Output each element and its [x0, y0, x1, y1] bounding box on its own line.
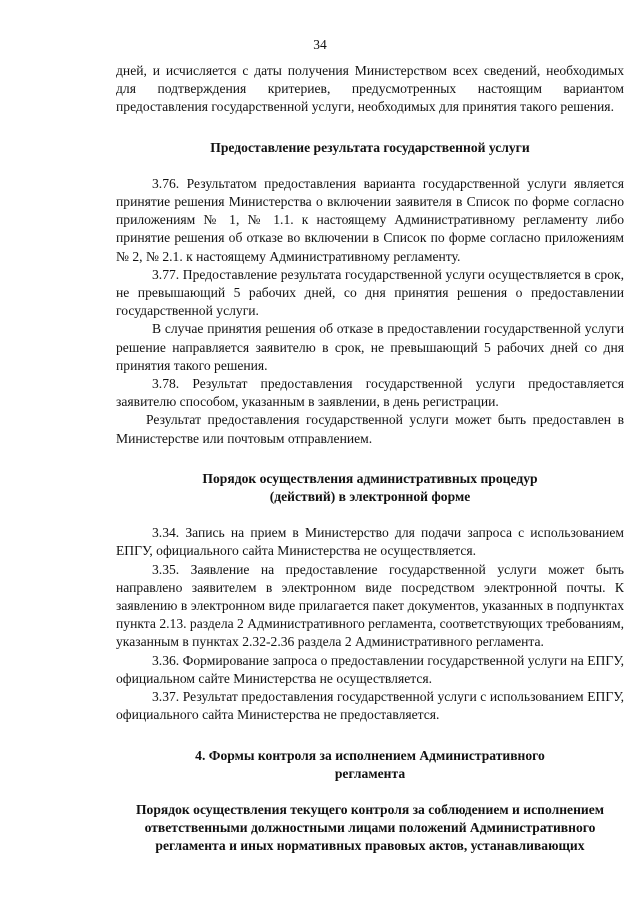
document-body: [116, 62, 624, 856]
paragraph-3-35: 3.35. Заявление на предоставление государственной услуги может быть направлено заявителем в электронном виде посредством электронной почты. К заявлению в электронном виде прилагается пакет документов, указанных в подпунктах пункта 2.13. раздела 2 Административного регламента, соответствующих требованиям, указанным в пунктах 2.32-2.36 раздела 2 Административного регламента.: [116, 561, 624, 650]
section-heading-current-control: Порядок осуществления текущего контроля за соблюдением и исполнением ответственными должностными лицами положений Административного регламента и иных нормативных правовых актов, устанавливающих: [135, 801, 605, 854]
paragraph-3-36: 3.36. Формирование запроса о предоставлении государственной услуги на ЕПГУ, официальном сайте Министерства не осуществляется.: [116, 652, 624, 686]
paragraph-3-37: 3.37. Результат предоставления государственной услуги с использованием ЕПГУ, официального сайта Министерства не предоставляется.: [116, 689, 624, 723]
section-heading-result: Предоставление результата государственной услуги: [210, 139, 530, 155]
section-heading-control-forms: 4. Формы контроля за исполнением Административного регламента: [195, 747, 545, 781]
section-heading-electronic: Порядок осуществления административных процедур (действий) в электронной форме: [202, 470, 538, 505]
paragraph-3-76: 3.76. Результатом предоставления варианта государственной услуги является принятие решения Министерства о включении заявителя в Список по форме согласно приложениям № 1, № 1.1. к настоящему Административному регламенту либо принятие решения об отказе во включении в Список по форме согласно приложениям № 2, № 2.1. к настоящему Административному регламенту.: [116, 175, 624, 264]
page-number: 34: [313, 37, 327, 52]
paragraph-continuation: дней, и исчисляется с даты получения Министерством всех сведений, необходимых для подтверждения критериев, предусмотренных настоящим вариантом предоставления государственной услуги, необходимых для принятия такого решения.: [116, 63, 624, 115]
paragraph-result-delivery: Результат предоставления государственной услуги может быть предоставлен в Министерстве или почтовым отправлением.: [116, 412, 624, 446]
paragraph-3-77: 3.77. Предоставление результата государственной услуги осуществляется в срок, не превышающий 5 рабочих дней, со дня принятия решения о предоставлении государственной услуги.: [116, 266, 624, 319]
paragraph-refusal: В случае принятия решения об отказе в предоставлении государственной услуги решение направляется заявителю в срок, не превышающий 5 рабочих дней со дня принятия такого решения.: [116, 321, 624, 373]
paragraph-3-78: 3.78. Результат предоставления государственной услуги предоставляется заявителю способом, указанным в заявлении, в день регистрации.: [116, 376, 624, 410]
paragraph-3-34: 3.34. Запись на прием в Министерство для подачи запроса с использованием ЕПГУ, официального сайта Министерства не осуществляется.: [116, 525, 624, 559]
